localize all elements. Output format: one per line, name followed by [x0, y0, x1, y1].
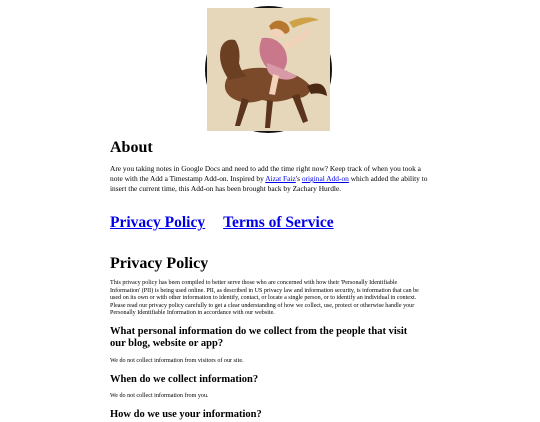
privacy-policy-heading: Privacy Policy	[110, 255, 209, 272]
hero-image	[205, 6, 332, 133]
aizat-faiz-link[interactable]: Aizat Faiz	[265, 174, 296, 183]
privacy-policy-link[interactable]: Privacy Policy	[110, 214, 206, 231]
about-description	[110, 164, 428, 194]
privacy-intro: This privacy policy has been compiled to better serve those who are concerned with how their 'Personally Identifiable Information' (PII) is being used online. PII, as described in US privacy law and information security, is information that can be used on its own or with other information to identify, contact, or locate a single person, or to identify an individual in context. Please read our privacy policy carefully to get a clear understanding of how we collect, use, protect or otherwise handle your Personally Identifiable Information in accordance with our website.	[110, 280, 419, 317]
about-text-part: 's	[295, 174, 302, 183]
about-text-part: Are you taking notes in Google Docs and need to add the time right now? Keep track of when you took a note with the Add a Timestamp Add-on. Inspired by	[110, 164, 421, 183]
question-heading: How do we use your information?	[110, 409, 262, 421]
policy-links	[110, 214, 430, 236]
about-text-part: which added the ability to insert the current time, this Add-on has been brought back by Zachary Hurdle.	[110, 174, 428, 193]
question-heading: When do we collect information?	[110, 373, 259, 385]
answer-text: We do not collect information from visitors of our site.	[110, 357, 244, 364]
woman-riding-horse-illustration	[207, 8, 330, 131]
about-heading: About	[110, 139, 153, 156]
main-content	[110, 138, 430, 422]
answer-text: We do not collect information from you.	[110, 393, 209, 400]
original-addon-link[interactable]: original Add-on	[301, 174, 349, 183]
question-heading: What personal information do we collect from the people that visit our blog, website or app?	[110, 325, 408, 350]
terms-of-service-link[interactable]: Terms of Service	[223, 214, 334, 231]
